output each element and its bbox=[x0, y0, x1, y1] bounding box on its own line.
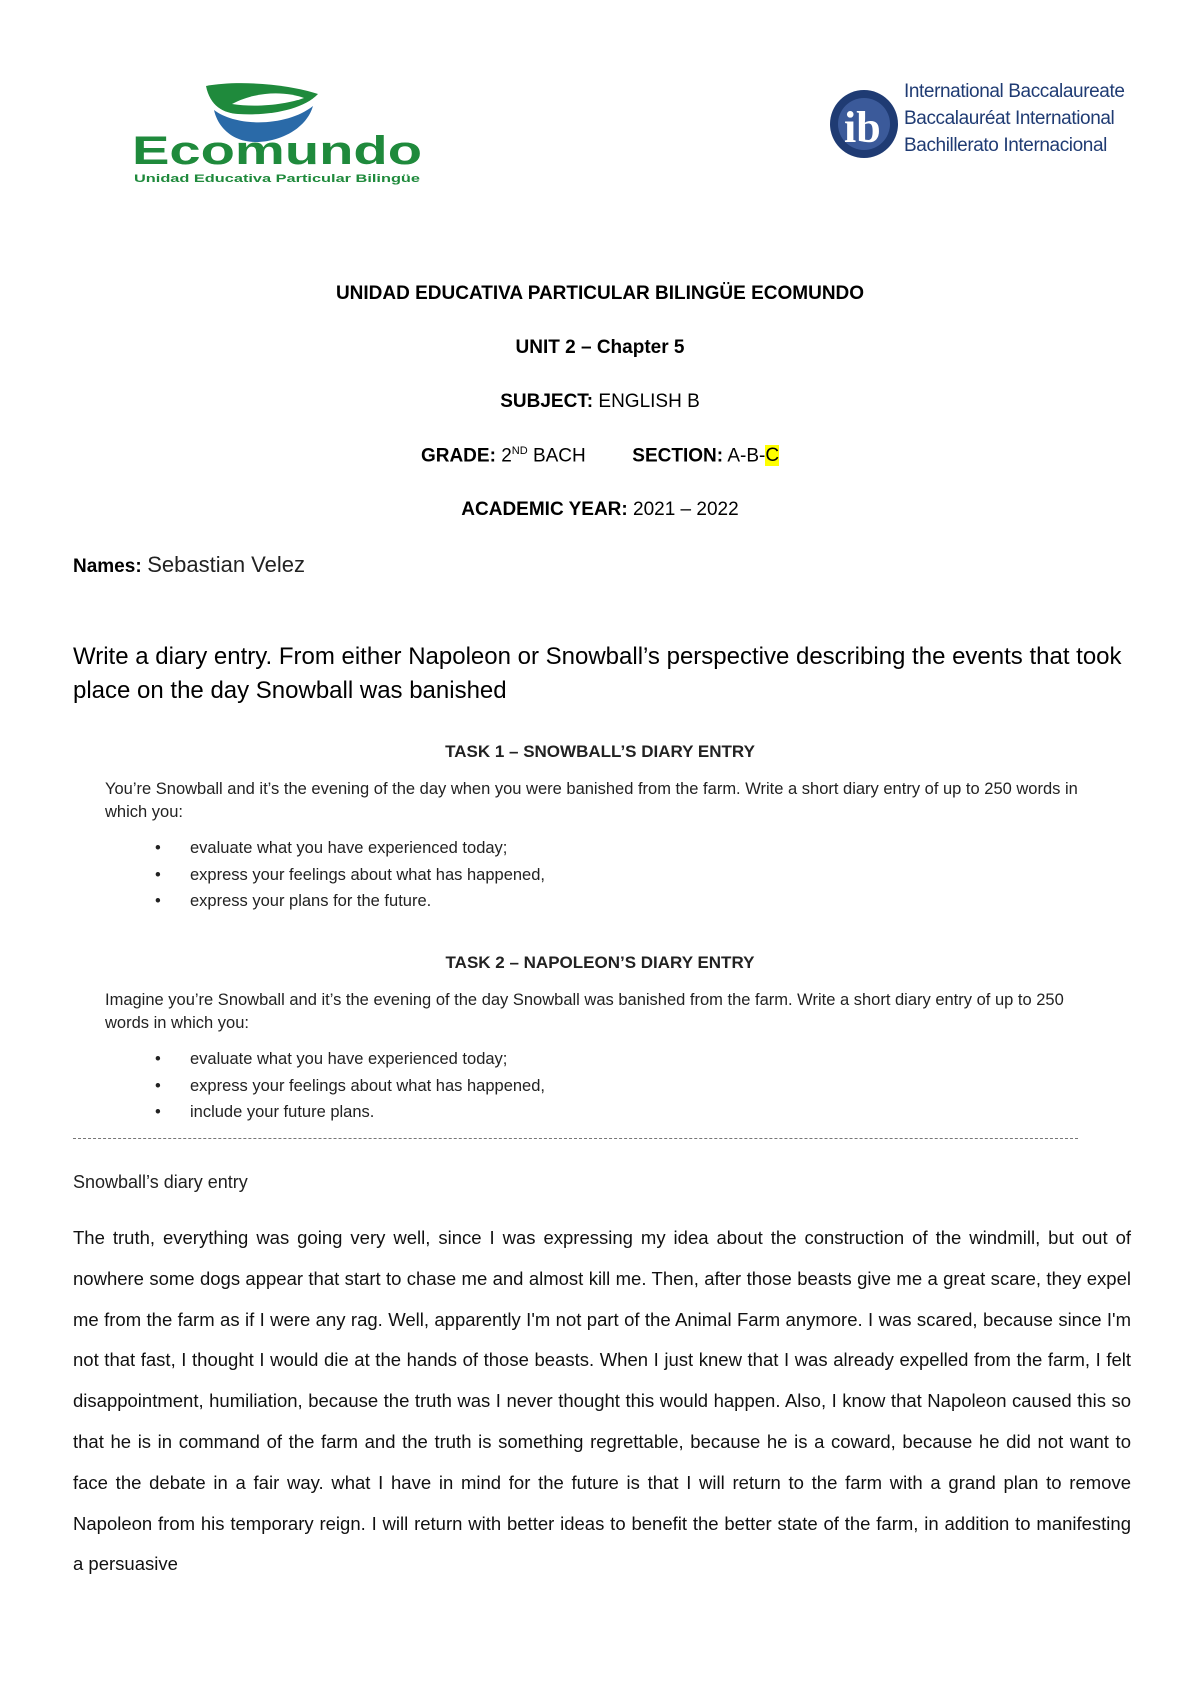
academic-year-line bbox=[0, 499, 1200, 521]
grade-section-line bbox=[0, 445, 1200, 467]
task1-bullet: • evaluate what you have experienced today; bbox=[155, 839, 508, 857]
grade-number: 2 bbox=[501, 445, 512, 467]
section-value: A-B- bbox=[727, 445, 766, 467]
ecomundo-logo bbox=[128, 80, 428, 190]
entry-body: The truth, everything was going very well, since I was expressing my idea about the construction of the windmill, but out of nowhere some dogs appear that start to chase me and almost kill me. Then, after those beasts give me a great scare, they expel me from the farm as if I were any rag. Well, apparently I'm not part of the Animal Farm anymore. I was scared, because since I'm not that fast, I thought I would die at the hands of those beasts. When I just knew that I was already expelled from the farm, I felt disappointment, humiliation, because the truth was I never thought this would happen. Also, I know that Napoleon caused this so that he is in command of the farm and the truth is something regrettable, because he is a coward, because he did not want to face the debate in a fair way. what I have in mind for the future is that I will return to the farm with a grand plan to remove Napoleon from his temporary reign. I will return with better ideas to benefit the better state of the farm, in addition to manifesting a persuasive bbox=[73, 1227, 1131, 1575]
unit-title: UNIT 2 – Chapter 5 bbox=[515, 337, 685, 358]
grade-suffix: ND bbox=[511, 445, 528, 457]
ib-line-es: Bachillerato Internacional bbox=[904, 135, 1107, 156]
task2-title: TASK 2 – NAPOLEON’S DIARY ENTRY bbox=[445, 953, 755, 972]
ecomundo-emblem-icon bbox=[128, 80, 428, 190]
ecomundo-wordmark: Ecomundo bbox=[132, 129, 422, 173]
section-highlight: C bbox=[765, 445, 780, 467]
ecomundo-tagline: Unidad Educativa Particular Bilingüe bbox=[134, 173, 420, 185]
entry-title: Snowball’s diary entry bbox=[73, 1172, 248, 1192]
section-divider bbox=[73, 1138, 1078, 1139]
ib-logo bbox=[826, 70, 1126, 180]
ib-text-block bbox=[904, 78, 1125, 159]
names-line bbox=[73, 552, 305, 578]
grade-value: BACH bbox=[532, 445, 586, 467]
task2-bullets bbox=[105, 1046, 545, 1126]
ib-emblem-icon bbox=[826, 70, 906, 180]
academic-year-value: 2021 – 2022 bbox=[633, 499, 739, 520]
task1-bullet: • express your plans for the future. bbox=[155, 892, 432, 910]
names-value: Sebastian Velez bbox=[147, 552, 305, 577]
task1-intro: You’re Snowball and it’s the evening of the day when you were banished from the farm. Write a short diary entry of up to 250 words in which you: bbox=[105, 780, 1078, 821]
task1-bullets bbox=[105, 835, 545, 915]
subject-line bbox=[0, 391, 1200, 413]
assignment-prompt: Write a diary entry. From either Napoleon or Snowball’s perspective describing the events that took place on the day Snowball was banished bbox=[73, 643, 1122, 704]
names-label: Names: bbox=[73, 556, 142, 577]
grade-label: GRADE: bbox=[420, 445, 496, 467]
task2-intro: Imagine you’re Snowball and it’s the evening of the day Snowball was banished from the farm. Write a short diary entry of up to 250 words in which you: bbox=[105, 991, 1064, 1032]
school-name: UNIDAD EDUCATIVA PARTICULAR BILINGÜE ECOMUNDO bbox=[335, 283, 865, 304]
ib-line-fr: Baccalauréat International bbox=[904, 108, 1115, 129]
ib-line-en: International Baccalaureate bbox=[904, 81, 1125, 102]
task2-bullet: • evaluate what you have experienced today; bbox=[155, 1050, 508, 1068]
task2-bullet: • express your feelings about what has happened, bbox=[155, 1076, 545, 1095]
task1-bullet: • express your feelings about what has happened, bbox=[155, 865, 545, 884]
subject-value: ENGLISH B bbox=[598, 391, 700, 412]
section-label: SECTION: bbox=[632, 445, 724, 467]
academic-year-label: ACADEMIC YEAR: bbox=[461, 499, 628, 520]
task2-bullet: • include your future plans. bbox=[155, 1103, 375, 1121]
ib-mark: ib bbox=[844, 103, 881, 152]
task1-title: TASK 1 – SNOWBALL’S DIARY ENTRY bbox=[445, 742, 755, 761]
subject-label: SUBJECT: bbox=[500, 391, 594, 412]
